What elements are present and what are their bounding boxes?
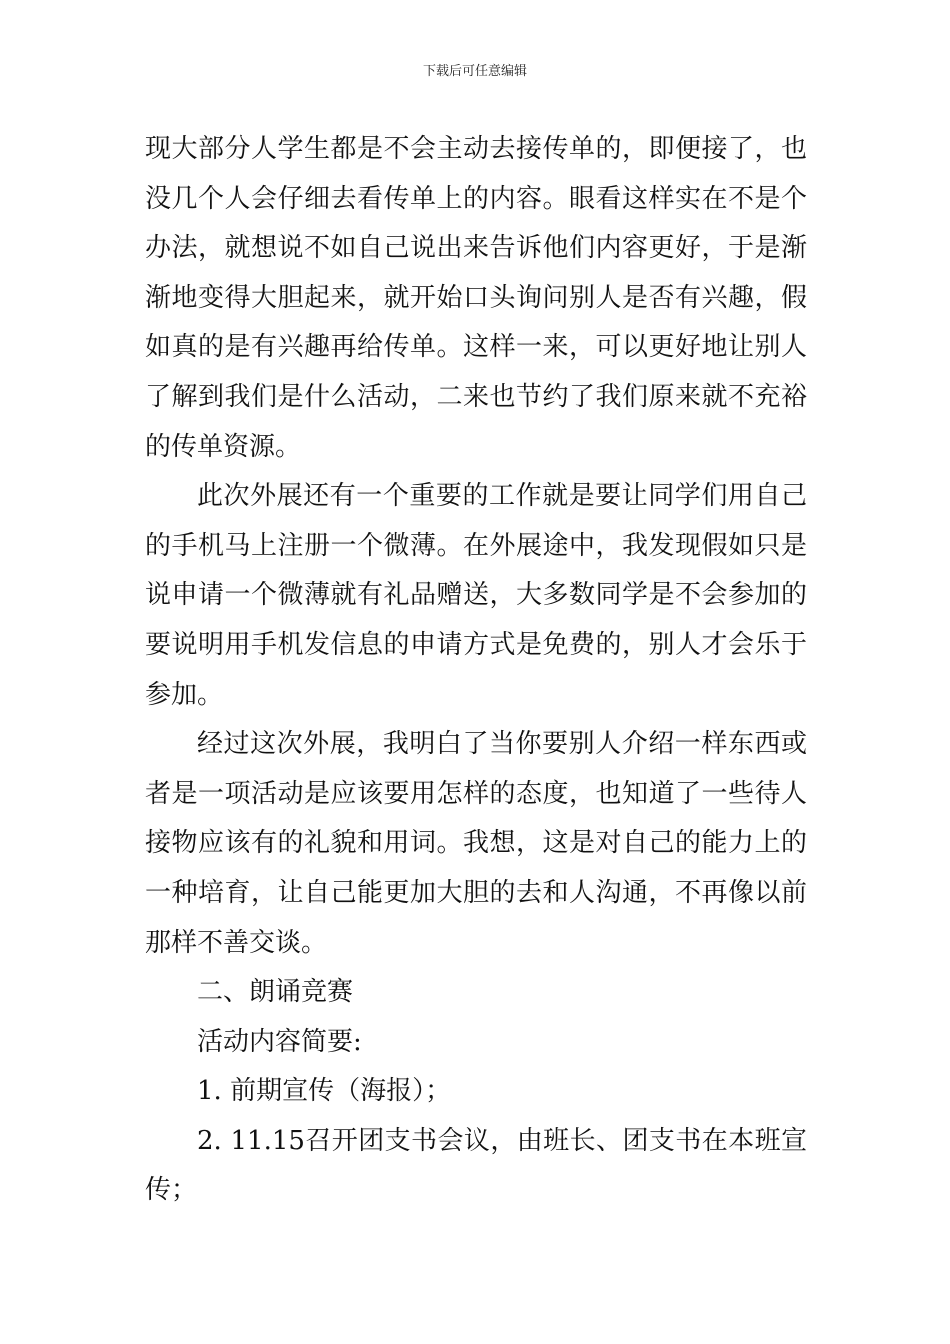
page-header: 下载后可任意编辑 bbox=[422, 64, 527, 79]
list-item: 2. 11.15召开团支书会议，由班长、团支书在本班宣传； bbox=[145, 1125, 807, 1206]
paragraph-continuation: 现大部分人学生都是不会主动去接传单的，即便接了，也没几个人会仔细去看传单上的内容。眼看这样实在不是个办法，就想说不如自己说出来告诉他们内容更好，于是渐渐地变得大胆起来，就开始口头询问别人是否有兴趣，假如真的是有兴趣再给传单。这样一来，可以更好地让别人了解到我们是什么活动，二来也节约了我们原来就不充裕的传单资源。 bbox=[145, 134, 807, 462]
paragraph-reflection: 经过这次外展，我明白了当你要别人介绍一样东西或者是一项活动是应该要用怎样的态度，也知道了一些待人接物应该有的礼貌和用词。我想，这是对自己的能力上的一种培育，让自己能更加大胆的去和人沟通，不再像以前那样不善交谈。 bbox=[145, 729, 807, 958]
document-body bbox=[145, 125, 807, 1216]
section-heading: 二、朗诵竞赛 bbox=[197, 977, 354, 1008]
paragraph-weibo: 此次外展还有一个重要的工作就是要让同学们用自己的手机马上注册一个微薄。在外展途中，我发现假如只是说申请一个微薄就有礼品赠送，大多数同学是不会参加的要说明用手机发信息的申请方式是免费的，别人才会乐于参加。 bbox=[145, 481, 807, 710]
list-item: 1. 前期宣传（海报）； bbox=[197, 1076, 452, 1107]
activity-summary-label: 活动内容简要: bbox=[197, 1026, 362, 1057]
